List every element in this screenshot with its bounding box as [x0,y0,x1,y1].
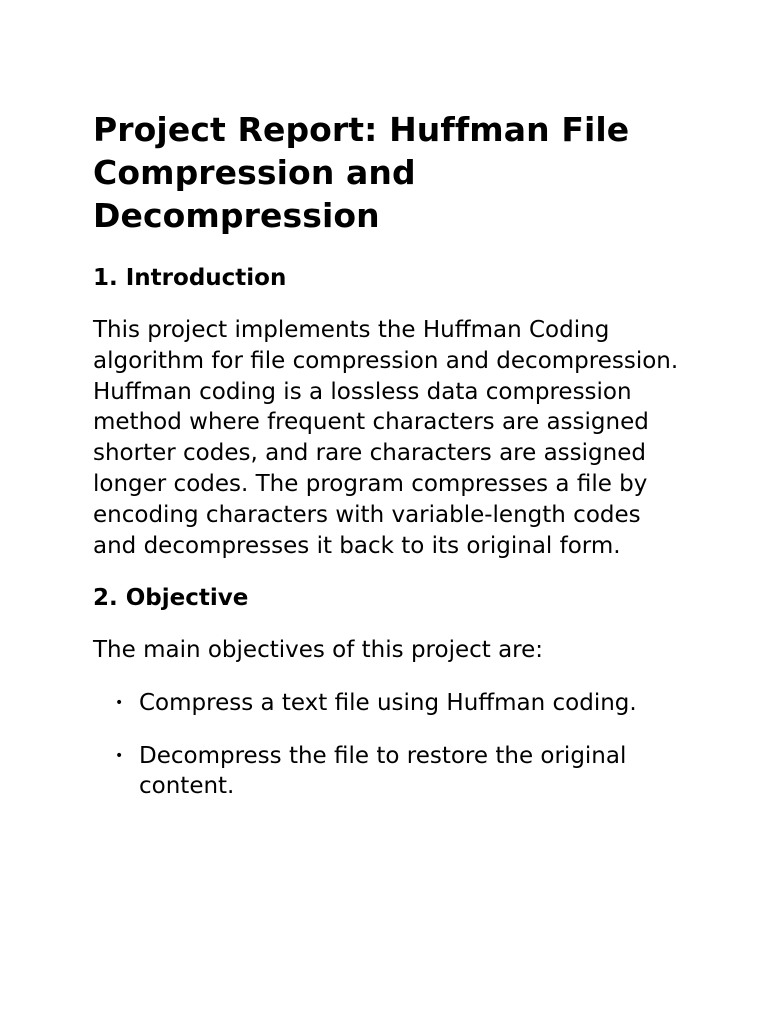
bullet-icon: • [115,747,124,764]
objective-paragraph: The main objectives of this project are: [93,637,544,664]
list-item [115,688,688,719]
introduction-paragraph: This project implements the Huffman Coding algorithm for file compression and decompression. Huffman coding is a lossless data compression method where frequent characters are assigned shorter codes, and rare characters are assigned longer codes. The program compresses a file by encoding characters with variable-length codes and decompresses it back to its original form. [93,317,679,559]
list-item-text: Decompress the file to restore the original content. [139,742,627,800]
objectives-list [93,688,688,802]
section-heading-objective: 2. Objective [93,585,249,612]
list-item [115,741,688,802]
bullet-icon: • [115,695,124,712]
section-heading-introduction: 1. Introduction [93,265,287,291]
document-title: Project Report: Huffman File Compression and Decompression [93,110,630,235]
list-item-text: Compress a text file using Huffman coding. [139,690,637,717]
